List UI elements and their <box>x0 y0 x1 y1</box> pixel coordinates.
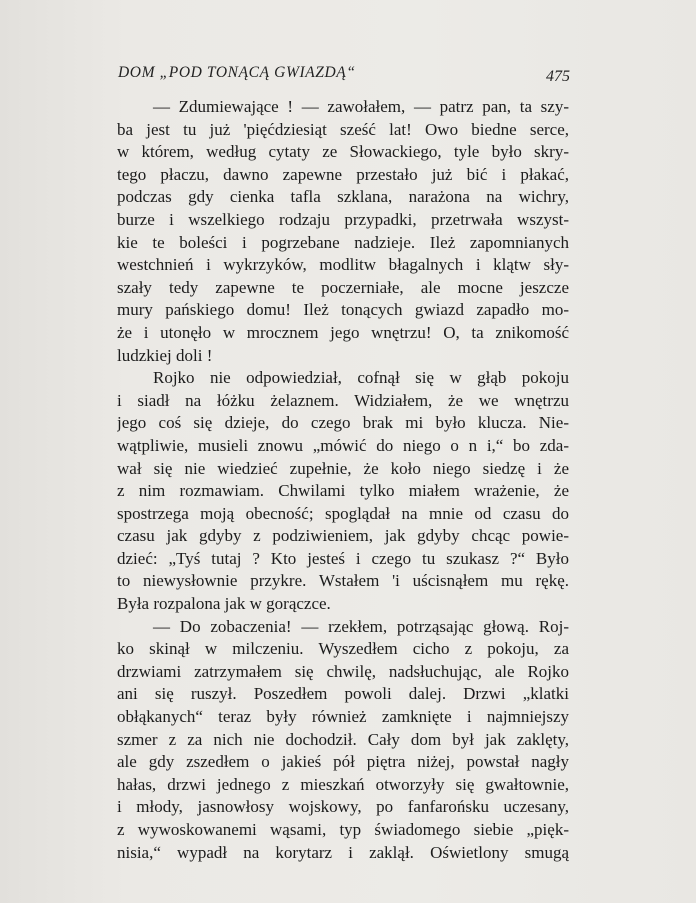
text-line: hałas, drzwi jednego z mieszkań otworzyły się gwałtownie, <box>117 774 569 794</box>
text-line: tego płaczu, dawno zapewne przestało już bić i płakać, <box>117 164 569 184</box>
text-line: Rojko nie odpowiedział, cofnął się w głąb pokoju <box>153 368 569 388</box>
text-line: szmer z za nich nie dochodził. Cały dom był jak zaklęty, <box>117 729 569 749</box>
text-line: to niewysłownie przykre. Wstałem 'i uścisnąłem mu rękę. <box>117 571 569 591</box>
text-line: — Do zobaczenia! — rzekłem, potrząsając głową. Roj- <box>153 616 569 636</box>
text-line: czasu jak gdyby z podziwieniem, jak gdyby chcąc powie- <box>117 526 569 546</box>
text-line: i młody, jasnowłosy wojskowy, po fanfarońsku uczesany, <box>117 797 569 817</box>
text-line: szały tedy zapewne te poczerniałe, ale mocne jeszcze <box>117 277 569 297</box>
text-line: jego coś się dzieje, do czego brak mi było klucza. Nie- <box>117 413 569 433</box>
text-line: podczas gdy cienka tafla szklana, narażona na wichry, <box>117 187 569 207</box>
text-line: ani się ruszył. Poszedłem powoli dalej. Drzwi „klatki <box>117 684 569 704</box>
text-line: ale gdy zszedłem o jakieś pół piętra niżej, powstał nagły <box>117 752 569 772</box>
text-line: Była rozpalona jak w gorączce. <box>117 594 331 614</box>
text-line: ludzkiej doli ! <box>117 345 213 365</box>
text-line: obłąkanych“ teraz były również zamknięte i najmniejszy <box>117 707 569 727</box>
text-line: z nim rozmawiam. Chwilami tylko miałem wrażenie, że <box>117 481 569 501</box>
text-line: wał się nie wiedzieć zupełnie, że koło niego siedzę i że <box>117 458 569 478</box>
text-line: kie te boleści i pogrzebane nadzieje. Ileż zapomnianych <box>117 232 569 252</box>
body-text <box>117 96 569 864</box>
text-line: dzieć: „Tyś tutaj ? Kto jesteś i czego tu szukasz ?“ Było <box>117 548 569 568</box>
text-line: wątpliwie, musieli znowu „mówić do niego o n i,“ bo zda- <box>117 435 569 455</box>
text-line: ko skinął w milczeniu. Wyszedłem cicho z pokoju, za <box>117 639 569 659</box>
text-line: w którem, według cytaty ze Słowackiego, tyle było skry- <box>117 142 569 162</box>
text-line: i siadł na łóżku żelaznem. Widziałem, że we wnętrzu <box>117 390 569 410</box>
text-line: spostrzega moją obecność; spoglądał na mnie od czasu do <box>117 503 569 523</box>
text-line: mury pańskiego domu! Ileż tonących gwiazd zapadło mo- <box>117 300 569 320</box>
page-number: 475 <box>546 68 570 85</box>
text-line: że i utonęło w mrocznem jego wnętrzu! O, ta znikomość <box>117 322 569 342</box>
text-line: drzwiami zatrzymałem się chwilę, nadsłuchując, ale Rojko <box>117 661 569 681</box>
text-line: westchnień i wykrzyków, modlitw błagalnych i klątw sły- <box>117 255 569 275</box>
text-line: — Zdumiewające ! — zawołałem, — patrz pan, ta szy- <box>153 97 569 116</box>
text-line: nisia,“ wypadł na korytarz i zaklął. Oświetlony smugą <box>117 842 569 862</box>
text-line: ba jest tu już 'pięćdziesiąt sześć lat! Owo biedne serce, <box>117 119 569 139</box>
running-title: DOM „POD TONĄCĄ GWIAZDĄ“ <box>118 64 356 81</box>
text-line: burze i wszelkiego rodzaju przypadki, przetrwała wszyst- <box>117 209 569 229</box>
page-header <box>118 64 570 86</box>
text-line: z wywoskowanemi wąsami, typ świadomego siebie „pięk- <box>117 820 569 839</box>
